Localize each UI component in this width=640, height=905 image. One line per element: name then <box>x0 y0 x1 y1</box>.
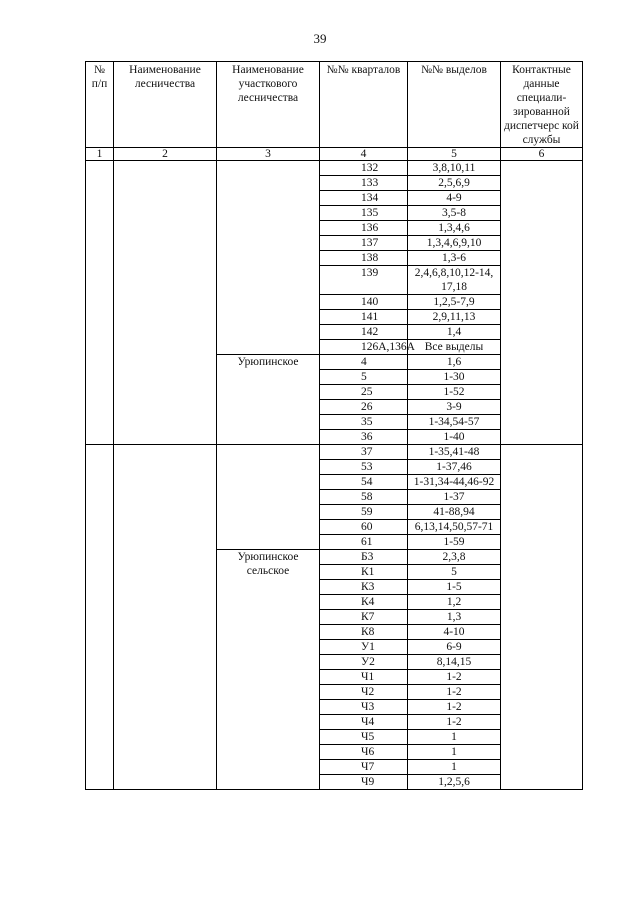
allotment-numbers-cell: 1,3 <box>408 610 501 625</box>
quarter-number-cell: 26 <box>320 400 408 415</box>
allotment-numbers-cell: 1-34,54-57 <box>408 415 501 430</box>
quarter-number-cell: 133 <box>320 176 408 191</box>
quarter-number-cell: Ч7 <box>320 760 408 775</box>
quarter-number-cell: 35 <box>320 415 408 430</box>
allotment-numbers-cell: 1,6 <box>408 355 501 370</box>
allotment-numbers-cell: 1-52 <box>408 385 501 400</box>
allotment-numbers-cell: 2,5,6,9 <box>408 176 501 191</box>
quarter-number-cell: Ч3 <box>320 700 408 715</box>
quarter-number-cell: 37 <box>320 445 408 460</box>
contact-data-cell <box>501 161 583 445</box>
quarter-number-cell: Б3 <box>320 550 408 565</box>
allotment-numbers-cell: 3,8,10,11 <box>408 161 501 176</box>
allotment-numbers-cell: 1 <box>408 760 501 775</box>
district-forestry-cell: Урюпинское сельское <box>217 550 320 790</box>
header-cell: Наименование участкового лесничества <box>217 62 320 148</box>
quarter-number-cell: Ч9 <box>320 775 408 790</box>
allotment-numbers-cell: 1,2,5,6 <box>408 775 501 790</box>
allotment-numbers-cell: 1,3,4,6 <box>408 221 501 236</box>
allotment-numbers-cell: 8,14,15 <box>408 655 501 670</box>
quarter-number-cell: 140 <box>320 295 408 310</box>
quarter-number-cell: Ч1 <box>320 670 408 685</box>
quarter-number-cell: 54 <box>320 475 408 490</box>
column-number: 4 <box>320 148 408 161</box>
quarter-number-cell: Ч6 <box>320 745 408 760</box>
allotment-numbers-cell: 1-2 <box>408 670 501 685</box>
allotment-numbers-cell: 1-30 <box>408 370 501 385</box>
quarter-number-cell: К1 <box>320 565 408 580</box>
district-forestry-cell <box>217 445 320 550</box>
allotment-numbers-cell: 1-59 <box>408 535 501 550</box>
allotment-numbers-cell: 1-31,34-44,46-92 <box>408 475 501 490</box>
allotment-numbers-cell: 1-37 <box>408 490 501 505</box>
row-number-cell <box>86 161 114 445</box>
quarter-number-cell: 139 <box>320 266 408 295</box>
quarter-number-cell: К7 <box>320 610 408 625</box>
quarter-number-cell: 142 <box>320 325 408 340</box>
quarter-number-cell: Ч4 <box>320 715 408 730</box>
quarter-number-cell: 36 <box>320 430 408 445</box>
quarter-number-cell: 60 <box>320 520 408 535</box>
quarter-number-cell: К8 <box>320 625 408 640</box>
allotment-numbers-cell: 1,2,5-7,9 <box>408 295 501 310</box>
quarter-number-cell: 25 <box>320 385 408 400</box>
quarter-number-cell: 58 <box>320 490 408 505</box>
forestry-name-cell <box>114 445 217 790</box>
quarter-number-cell: 134 <box>320 191 408 206</box>
column-number-row <box>86 148 583 161</box>
allotment-numbers-cell: 1-40 <box>408 430 501 445</box>
quarter-number-cell: 4 <box>320 355 408 370</box>
quarter-number-cell: Ч5 <box>320 730 408 745</box>
header-cell: Наименование лесничества <box>114 62 217 148</box>
column-number: 5 <box>408 148 501 161</box>
allotment-numbers-cell: 1-37,46 <box>408 460 501 475</box>
quarter-number-cell: 135 <box>320 206 408 221</box>
allotment-numbers-cell: 5 <box>408 565 501 580</box>
allotment-numbers-cell: 1 <box>408 745 501 760</box>
quarter-number-cell: 138 <box>320 251 408 266</box>
allotment-numbers-cell: 4-10 <box>408 625 501 640</box>
column-number: 6 <box>501 148 583 161</box>
allotment-numbers-cell: 6-9 <box>408 640 501 655</box>
allotment-numbers-cell: 41-88,94 <box>408 505 501 520</box>
table-row <box>86 161 583 176</box>
quarter-number-cell: 61 <box>320 535 408 550</box>
header-row <box>86 62 583 148</box>
allotment-numbers-cell: 1-2 <box>408 700 501 715</box>
allotment-numbers-cell: 1 <box>408 730 501 745</box>
allotment-numbers-cell: 1,4 <box>408 325 501 340</box>
header-cell: №№ выделов <box>408 62 501 148</box>
allotment-numbers-cell: 1-35,41-48 <box>408 445 501 460</box>
quarter-number-cell: У1 <box>320 640 408 655</box>
allotment-numbers-cell: 1,2 <box>408 595 501 610</box>
forest-quarters-table <box>85 61 583 790</box>
quarter-number-cell: 59 <box>320 505 408 520</box>
allotment-numbers-cell: 3-9 <box>408 400 501 415</box>
row-number-cell <box>86 445 114 790</box>
quarter-number-cell: У2 <box>320 655 408 670</box>
allotment-numbers-cell: 1-5 <box>408 580 501 595</box>
allotment-numbers-cell: 1,3,4,6,9,10 <box>408 236 501 251</box>
quarter-number-cell: 137 <box>320 236 408 251</box>
quarter-number-cell: 53 <box>320 460 408 475</box>
allotment-numbers-cell: 1,3-6 <box>408 251 501 266</box>
column-number: 1 <box>86 148 114 161</box>
quarter-number-cell: К4 <box>320 595 408 610</box>
allotment-numbers-cell: 2,3,8 <box>408 550 501 565</box>
allotment-numbers-cell: 1-2 <box>408 715 501 730</box>
column-number: 2 <box>114 148 217 161</box>
allotment-numbers-cell: 4-9 <box>408 191 501 206</box>
quarter-number-cell: 141 <box>320 310 408 325</box>
allotment-numbers-cell: 1-2 <box>408 685 501 700</box>
district-forestry-cell: Урюпинское <box>217 355 320 445</box>
contact-data-cell <box>501 445 583 790</box>
group-2-rows <box>86 445 583 790</box>
quarter-number-cell: Ч2 <box>320 685 408 700</box>
quarter-number-cell: 5 <box>320 370 408 385</box>
header-cell: №№ кварталов <box>320 62 408 148</box>
allotment-numbers-cell: 3,5-8 <box>408 206 501 221</box>
quarter-number-cell: К3 <box>320 580 408 595</box>
header-cell: № п/п <box>86 62 114 148</box>
allotment-numbers-cell: 2,9,11,13 <box>408 310 501 325</box>
page-number: 39 <box>313 31 327 46</box>
quarter-number-cell: 136 <box>320 221 408 236</box>
header-cell: Контактные данные специали-зированной диспетчерс кой службы <box>501 62 583 148</box>
allotment-numbers-cell: 6,13,14,50,57-71 <box>408 520 501 535</box>
allotment-numbers-cell: Все выделы <box>408 340 501 355</box>
column-number: 3 <box>217 148 320 161</box>
allotment-numbers-cell: 2,4,6,8,10,12-14, 17,18 <box>408 266 501 295</box>
quarter-number-cell: 126А,136А <box>320 340 408 355</box>
district-forestry-cell <box>217 161 320 355</box>
forestry-name-cell <box>114 161 217 445</box>
group-1-rows <box>86 161 583 445</box>
quarter-number-cell: 132 <box>320 161 408 176</box>
table-row <box>86 445 583 460</box>
